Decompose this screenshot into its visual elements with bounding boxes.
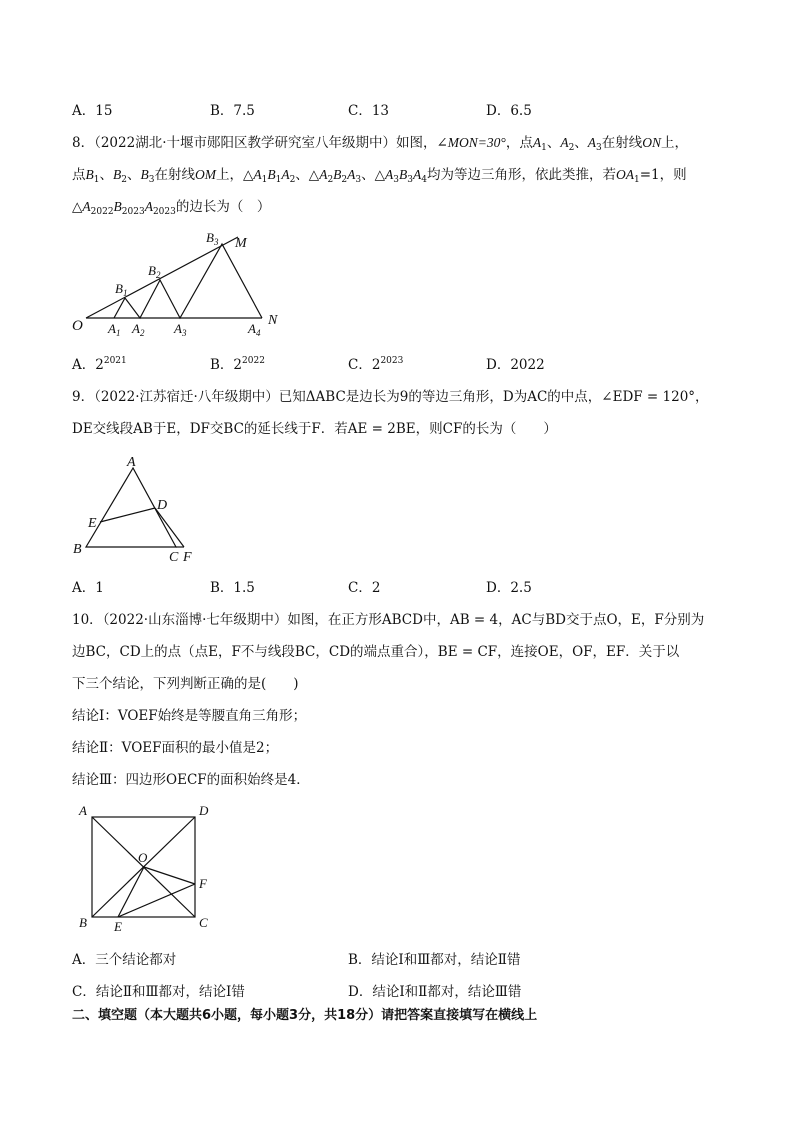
q8-text: 的边长为（ ）: [175, 199, 271, 215]
q10-option-d: D．结论Ⅰ和Ⅱ都对，结论Ⅲ错: [348, 984, 522, 1000]
q10-label-a: A: [79, 803, 87, 818]
q8-text: 上，: [215, 167, 243, 183]
q8-text: 上，: [661, 135, 689, 151]
q10-conclusion-1: 结论Ⅰ：VOEF始终是等腰直角三角形；: [72, 708, 307, 724]
q10-label-e: E: [114, 919, 122, 934]
q8-oa1: OA: [615, 167, 634, 182]
q8-text: 均为等边三角形，依此类推，若: [426, 167, 616, 183]
q10-option-c: C．结论Ⅱ和Ⅲ都对，结论Ⅰ错: [72, 984, 245, 1000]
q8-label-a4: $A_4$: [248, 321, 261, 338]
q8-text: 如图，: [396, 135, 437, 151]
q9-label-a: A: [127, 455, 136, 470]
q8-label-n: N: [268, 313, 278, 328]
q7-option-b: B．7.5: [210, 103, 255, 119]
q9-option-d: D．2.5: [486, 580, 532, 596]
q8-text: 在射线: [601, 135, 643, 151]
q8-label-m: M: [235, 236, 247, 251]
q8-label-a1: $A_1$: [108, 321, 121, 338]
q8-label-b3: $B_3$: [206, 230, 219, 247]
q10-number: 10．: [72, 612, 103, 628]
q8-label-o: O: [72, 318, 83, 334]
q9-source: （2022·江苏宿迁·八年级期中）: [94, 389, 279, 405]
q10-source: （2022·山东淄博·七年级期中）: [102, 612, 288, 628]
q9-option-b: B．1.5: [210, 580, 255, 596]
q9-label-c: C: [169, 550, 179, 565]
q10-label-b: B: [79, 915, 87, 930]
q8-label-b2: $B_2$: [148, 263, 161, 280]
q10-text: 下三个结论，下列判断正确的是( ): [72, 676, 299, 692]
q10-option-b: B．结论Ⅰ和Ⅲ都对，结论Ⅱ错: [348, 952, 521, 968]
q9-label-f: F: [183, 550, 192, 565]
q9-text: 已知ΔABC是边长为9的等边三角形，D为AC的中点，∠EDF = 120°，: [278, 389, 709, 405]
q10-text: 如图，在正方形ABCD中，AB = 4，AC与BD交于点O，E，F分别为: [287, 612, 705, 628]
q10-segment-oe: [118, 867, 144, 917]
q8-text: 在射线: [154, 167, 195, 183]
q9-option-a: A．1: [72, 580, 104, 596]
q8-label-a3: $A_3$: [174, 321, 187, 338]
q8-option-c: C．$2^{2023}$: [348, 356, 404, 373]
q10-option-a: A．三个结论都对: [72, 952, 177, 968]
q10-conclusion-3: 结论Ⅲ：四边形OECF的面积始终是4．: [72, 772, 310, 788]
q10-label-o: O: [138, 850, 148, 865]
q9-text: DE交线段AB于E，DF交BC的延长线于F．若AE = 2BE，则CF的长为（ ）: [72, 421, 557, 437]
section-2-heading: 二、填空题（本大题共6小题，每小题3分，共18分）请把答案直接填写在横线上: [72, 1008, 538, 1023]
q8-text: =1，则: [639, 167, 687, 183]
q8-text: ，点: [505, 135, 533, 151]
q7-option-a: A．15: [72, 103, 113, 119]
q9-label-b: B: [73, 542, 82, 557]
q8-option-d: D．2022: [486, 357, 545, 373]
q10-label-d: D: [199, 803, 209, 818]
q8-option-a: A．$2^{2021}$: [72, 356, 127, 373]
q8-line1: 8．（2022湖北·十堰市郧阳区教学研究室八年级期中）如图，∠MON=30°，点$A_1$、$A_2$、$A_3$在射线ON上，: [72, 135, 689, 153]
q8-option-b: B．$2^{2022}$: [210, 356, 265, 373]
q8-label-a2: $A_2$: [132, 321, 145, 338]
q8-source: （2022湖北·十堰市郧阳区教学研究室八年级期中）: [94, 135, 396, 151]
q8-text: 点: [72, 167, 86, 183]
q8-ray-on: ON: [642, 135, 662, 150]
q10-label-c: C: [199, 915, 208, 930]
q8-line3: $\triangle A_{2022}B_{2023}A_{2023}$的边长为（ ）: [72, 199, 271, 217]
q9-number: 9．: [72, 389, 95, 405]
q8-label-b1: $B_1$: [115, 281, 128, 298]
q10-segment-ef: [118, 884, 195, 917]
q7-option-c: C．13: [348, 103, 390, 119]
q10-label-f: F: [199, 876, 207, 891]
q8-ray-om: OM: [194, 167, 216, 182]
q8-number: 8．: [72, 135, 95, 151]
q10-conclusion-2: 结论Ⅱ：VOEF面积的最小值是2；: [72, 740, 279, 756]
q7-option-d: D．6.5: [486, 103, 532, 119]
q10-text: 边BC，CD上的点（点E，F不与线段BC，CD的端点重合），BE = CF，连接OE，OF，EF．关于以: [72, 644, 680, 660]
q9-label-d: D: [157, 498, 168, 513]
q9-label-e: E: [88, 516, 97, 531]
q8-angle: ∠MON=30°: [436, 135, 506, 150]
q8-line2: 点$B_1$、$B_2$、$B_3$在射线OM上，$\triangle A_1B_1A_2$、$\triangle A_2B_2A_3$、$\triangle A_3B_3A_4$均为等边三角形，依此类推，若$OA_1=1$，则: [72, 167, 687, 185]
q9-option-c: C．2: [348, 580, 381, 596]
